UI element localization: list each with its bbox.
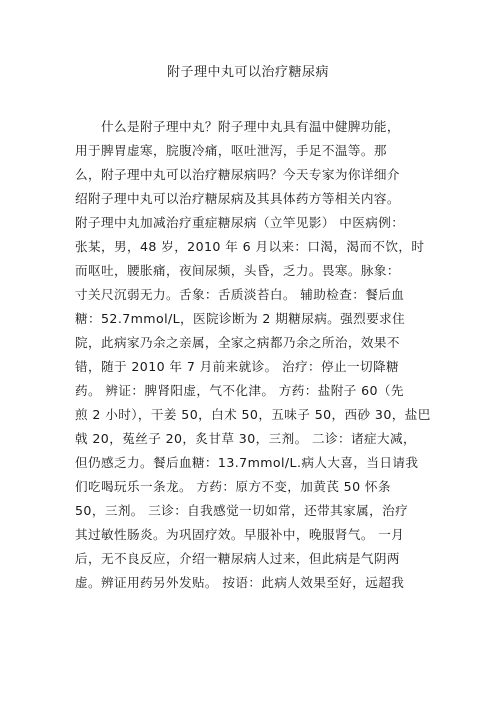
body-line: 张某，男，48 岁，2010 年 6 月以来：口渴，渴而不饮，时 [75, 239, 425, 254]
body-line: 绍附子理中丸可以治疗糖尿病及其具体药方等相关内容。 [75, 191, 400, 206]
body-line: 糖：52.7mmol/L，医院诊断为 2 期糖尿病。强烈要求住 [75, 311, 406, 326]
body-line: 虚。辨证用药另外发贴。 按语：此病人效果至好，远超我 [75, 575, 405, 590]
document-title: 附子理中丸可以治疗糖尿病 [166, 65, 329, 80]
body-line: 附子理中丸加减治疗重症糖尿病（立竿见影） 中医病例： [75, 215, 405, 230]
body-line: 用于脾胃虚寒，脘腹冷痛，呕吐泄泻，手足不温等。那 [75, 143, 387, 158]
body-line: 寸关尺沉弱无力。舌象：舌质淡苔白。 辅助检查：餐后血 [75, 287, 405, 302]
body-line: 什么是附子理中丸？附子理中丸具有温中健脾功能， [75, 119, 400, 134]
body-line: 们吃喝玩乐一条龙。 方药：原方不变，加黄芪 50 怀条 [75, 479, 391, 494]
body-line: 药。 辨证：脾肾阳虚，气不化津。 方药：盐附子 60（先 [75, 383, 404, 398]
body-line: 后，无不良反应，介绍一糖尿病人过来，但此病是气阴两 [75, 551, 400, 566]
body-line: 而呕吐，腰胀痛，夜间尿频，头昏，乏力。畏寒。脉象： [75, 263, 400, 278]
body-line: 么，附子理中丸可以治疗糖尿病吗？今天专家为你详细介 [75, 167, 400, 182]
body-line: 戟 20，菟丝子 20，炙甘草 30，三剂。 二诊：诸症大减， [75, 431, 416, 446]
body-line: 错，随于 2010 年 7 月前来就诊。 治疗：停止一切降糖 [75, 359, 399, 374]
body-line: 但仍感乏力。餐后血糖：13.7mmol/L.病人大喜，当日请我 [75, 455, 419, 470]
body-line: 其过敏性肠炎。为巩固疗效。早服补中，晚服肾气。 一月 [75, 527, 405, 542]
body-line: 50，三剂。 三诊：自我感觉一切如常，还带其家属，治疗 [75, 503, 409, 518]
body-line: 煎 2 小时），干姜 50，白术 50，五味子 50，西砂 30，盐巴 [75, 407, 431, 422]
body-line: 院，此病家乃余之亲属，全家之病都乃余之所治，效果不 [75, 335, 400, 350]
